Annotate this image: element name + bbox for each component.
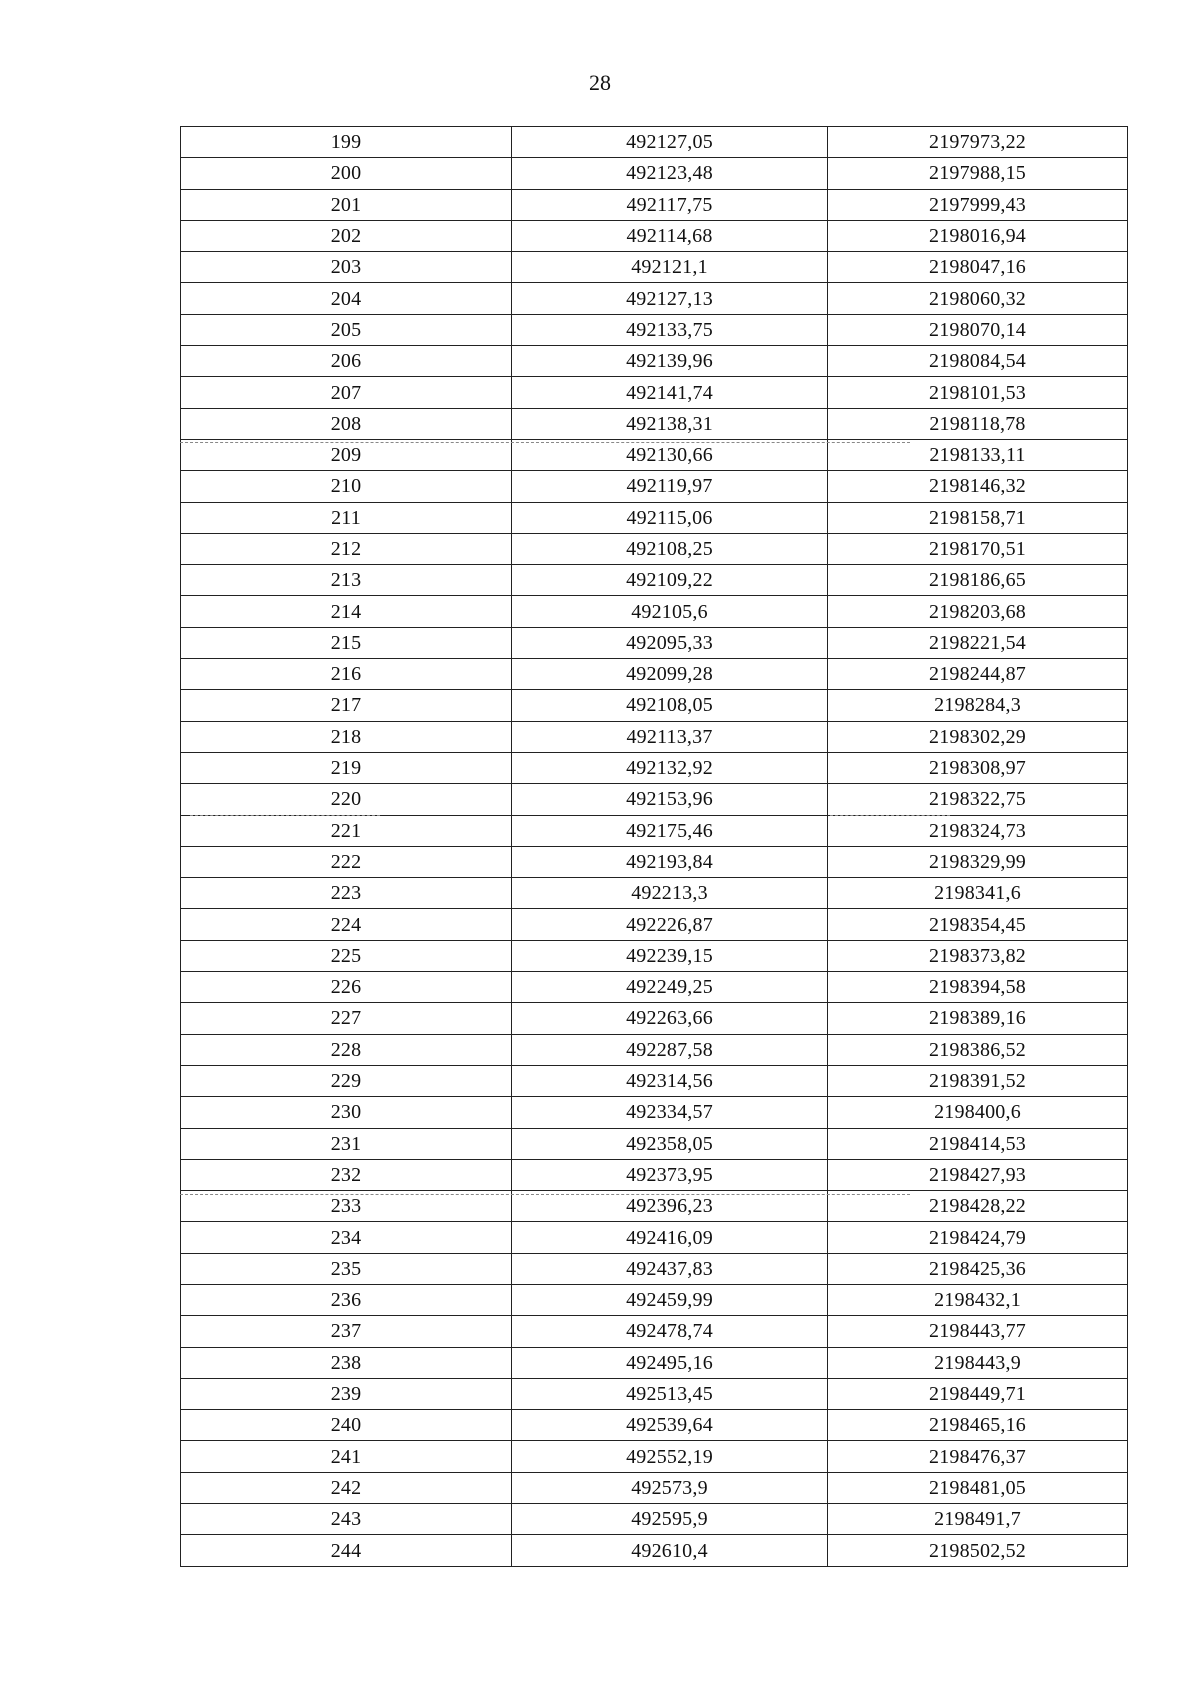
y-coordinate-cell: 2198391,52 (828, 1065, 1128, 1096)
table-row (181, 690, 1128, 721)
x-coordinate-cell: 492373,95 (512, 1159, 828, 1190)
point-number-cell: 235 (181, 1253, 512, 1284)
table-row (181, 1441, 1128, 1472)
table-row (181, 346, 1128, 377)
x-coordinate-cell: 492513,45 (512, 1378, 828, 1409)
x-coordinate-cell: 492121,1 (512, 252, 828, 283)
y-coordinate-cell: 2198428,22 (828, 1191, 1128, 1222)
y-coordinate-cell: 2197999,43 (828, 189, 1128, 220)
x-coordinate-cell: 492127,13 (512, 283, 828, 314)
point-number-cell: 217 (181, 690, 512, 721)
table-row (181, 972, 1128, 1003)
point-number-cell: 209 (181, 439, 512, 470)
point-number-cell: 203 (181, 252, 512, 283)
y-coordinate-cell: 2198481,05 (828, 1472, 1128, 1503)
y-coordinate-cell: 2198386,52 (828, 1034, 1128, 1065)
point-number-cell: 237 (181, 1316, 512, 1347)
y-coordinate-cell: 2198060,32 (828, 283, 1128, 314)
point-number-cell: 201 (181, 189, 512, 220)
y-coordinate-cell: 2198170,51 (828, 533, 1128, 564)
y-coordinate-cell: 2198373,82 (828, 940, 1128, 971)
x-coordinate-cell: 492123,48 (512, 158, 828, 189)
y-coordinate-cell: 2198414,53 (828, 1128, 1128, 1159)
x-coordinate-cell: 492114,68 (512, 220, 828, 251)
point-number-cell: 227 (181, 1003, 512, 1034)
table-row (181, 721, 1128, 752)
y-coordinate-cell: 2198432,1 (828, 1284, 1128, 1315)
x-coordinate-cell: 492287,58 (512, 1034, 828, 1065)
table-row (181, 596, 1128, 627)
x-coordinate-cell: 492133,75 (512, 314, 828, 345)
table-row (181, 1191, 1128, 1222)
point-number-cell: 220 (181, 784, 512, 815)
point-number-cell: 244 (181, 1535, 512, 1566)
x-coordinate-cell: 492138,31 (512, 408, 828, 439)
page-number: 28 (589, 70, 611, 95)
y-coordinate-cell: 2198118,78 (828, 408, 1128, 439)
point-number-cell: 240 (181, 1410, 512, 1441)
point-number-cell: 208 (181, 408, 512, 439)
x-coordinate-cell: 492108,05 (512, 690, 828, 721)
point-number-cell: 222 (181, 846, 512, 877)
y-coordinate-cell: 2198322,75 (828, 784, 1128, 815)
point-number-cell: 207 (181, 377, 512, 408)
table-row (181, 878, 1128, 909)
x-coordinate-cell: 492105,6 (512, 596, 828, 627)
table-row (181, 1316, 1128, 1347)
table-row (181, 127, 1128, 158)
x-coordinate-cell: 492153,96 (512, 784, 828, 815)
table-row (181, 1347, 1128, 1378)
x-coordinate-cell: 492314,56 (512, 1065, 828, 1096)
x-coordinate-cell: 492552,19 (512, 1441, 828, 1472)
table-row (181, 533, 1128, 564)
point-number-cell: 224 (181, 909, 512, 940)
y-coordinate-cell: 2198424,79 (828, 1222, 1128, 1253)
y-coordinate-cell: 2198491,7 (828, 1504, 1128, 1535)
x-coordinate-cell: 492113,37 (512, 721, 828, 752)
x-coordinate-cell: 492358,05 (512, 1128, 828, 1159)
y-coordinate-cell: 2198427,93 (828, 1159, 1128, 1190)
table-row (181, 502, 1128, 533)
y-coordinate-cell: 2198449,71 (828, 1378, 1128, 1409)
table-row (181, 189, 1128, 220)
table-row (181, 1253, 1128, 1284)
point-number-cell: 204 (181, 283, 512, 314)
x-coordinate-cell: 492141,74 (512, 377, 828, 408)
x-coordinate-cell: 492539,64 (512, 1410, 828, 1441)
point-number-cell: 239 (181, 1378, 512, 1409)
point-number-cell: 228 (181, 1034, 512, 1065)
table-row (181, 283, 1128, 314)
x-coordinate-cell: 492437,83 (512, 1253, 828, 1284)
point-number-cell: 218 (181, 721, 512, 752)
y-coordinate-cell: 2198284,3 (828, 690, 1128, 721)
point-number-cell: 234 (181, 1222, 512, 1253)
table-row (181, 408, 1128, 439)
x-coordinate-cell: 492610,4 (512, 1535, 828, 1566)
y-coordinate-cell: 2198302,29 (828, 721, 1128, 752)
table-row (181, 220, 1128, 251)
y-coordinate-cell: 2198308,97 (828, 752, 1128, 783)
x-coordinate-cell: 492115,06 (512, 502, 828, 533)
x-coordinate-cell: 492132,92 (512, 752, 828, 783)
table-row (181, 1504, 1128, 1535)
point-number-cell: 243 (181, 1504, 512, 1535)
point-number-cell: 225 (181, 940, 512, 971)
x-coordinate-cell: 492127,05 (512, 127, 828, 158)
y-coordinate-cell: 2198133,11 (828, 439, 1128, 470)
x-coordinate-cell: 492249,25 (512, 972, 828, 1003)
point-number-cell: 231 (181, 1128, 512, 1159)
y-coordinate-cell: 2198186,65 (828, 565, 1128, 596)
table-row (181, 940, 1128, 971)
table-row (181, 1472, 1128, 1503)
point-number-cell: 221 (181, 815, 512, 846)
point-number-cell: 236 (181, 1284, 512, 1315)
table-row (181, 565, 1128, 596)
y-coordinate-cell: 2198465,16 (828, 1410, 1128, 1441)
y-coordinate-cell: 2198047,16 (828, 252, 1128, 283)
table-row (181, 1128, 1128, 1159)
point-number-cell: 199 (181, 127, 512, 158)
x-coordinate-cell: 492213,3 (512, 878, 828, 909)
y-coordinate-cell: 2198244,87 (828, 659, 1128, 690)
table-row (181, 1222, 1128, 1253)
point-number-cell: 242 (181, 1472, 512, 1503)
point-number-cell: 213 (181, 565, 512, 596)
table-row (181, 784, 1128, 815)
y-coordinate-cell: 2198158,71 (828, 502, 1128, 533)
y-coordinate-cell: 2198394,58 (828, 972, 1128, 1003)
x-coordinate-cell: 492099,28 (512, 659, 828, 690)
point-number-cell: 211 (181, 502, 512, 533)
table-row (181, 659, 1128, 690)
y-coordinate-cell: 2198502,52 (828, 1535, 1128, 1566)
y-coordinate-cell: 2198221,54 (828, 627, 1128, 658)
point-number-cell: 210 (181, 471, 512, 502)
x-coordinate-cell: 492239,15 (512, 940, 828, 971)
x-coordinate-cell: 492478,74 (512, 1316, 828, 1347)
table-row (181, 1097, 1128, 1128)
table-row (181, 1159, 1128, 1190)
x-coordinate-cell: 492416,09 (512, 1222, 828, 1253)
x-coordinate-cell: 492263,66 (512, 1003, 828, 1034)
x-coordinate-cell: 492095,33 (512, 627, 828, 658)
table-row (181, 752, 1128, 783)
x-coordinate-cell: 492595,9 (512, 1504, 828, 1535)
y-coordinate-cell: 2198101,53 (828, 377, 1128, 408)
y-coordinate-cell: 2198084,54 (828, 346, 1128, 377)
table-row (181, 158, 1128, 189)
y-coordinate-cell: 2198324,73 (828, 815, 1128, 846)
y-coordinate-cell: 2198443,9 (828, 1347, 1128, 1378)
x-coordinate-cell: 492459,99 (512, 1284, 828, 1315)
point-number-cell: 215 (181, 627, 512, 658)
point-number-cell: 206 (181, 346, 512, 377)
x-coordinate-cell: 492139,96 (512, 346, 828, 377)
y-coordinate-cell: 2198425,36 (828, 1253, 1128, 1284)
y-coordinate-cell: 2198341,6 (828, 878, 1128, 909)
point-number-cell: 214 (181, 596, 512, 627)
table-row (181, 377, 1128, 408)
table-row (181, 252, 1128, 283)
point-number-cell: 232 (181, 1159, 512, 1190)
point-number-cell: 229 (181, 1065, 512, 1096)
point-number-cell: 205 (181, 314, 512, 345)
coordinates-table-body (181, 127, 1128, 1567)
y-coordinate-cell: 2197988,15 (828, 158, 1128, 189)
table-row (181, 1378, 1128, 1409)
table-row (181, 471, 1128, 502)
point-number-cell: 223 (181, 878, 512, 909)
y-coordinate-cell: 2198146,32 (828, 471, 1128, 502)
x-coordinate-cell: 492108,25 (512, 533, 828, 564)
x-coordinate-cell: 492193,84 (512, 846, 828, 877)
y-coordinate-cell: 2198203,68 (828, 596, 1128, 627)
table-row (181, 846, 1128, 877)
table-row (181, 1535, 1128, 1566)
table-row (181, 1003, 1128, 1034)
table-row (181, 1034, 1128, 1065)
x-coordinate-cell: 492130,66 (512, 439, 828, 470)
table-row (181, 1284, 1128, 1315)
x-coordinate-cell: 492119,97 (512, 471, 828, 502)
y-coordinate-cell: 2198389,16 (828, 1003, 1128, 1034)
y-coordinate-cell: 2198070,14 (828, 314, 1128, 345)
y-coordinate-cell: 2198016,94 (828, 220, 1128, 251)
point-number-cell: 216 (181, 659, 512, 690)
table-row (181, 627, 1128, 658)
table-row (181, 1065, 1128, 1096)
x-coordinate-cell: 492109,22 (512, 565, 828, 596)
table-row (181, 1410, 1128, 1441)
point-number-cell: 219 (181, 752, 512, 783)
x-coordinate-cell: 492117,75 (512, 189, 828, 220)
table-row (181, 815, 1128, 846)
x-coordinate-cell: 492334,57 (512, 1097, 828, 1128)
y-coordinate-cell: 2198476,37 (828, 1441, 1128, 1472)
coordinates-table (180, 126, 1128, 1567)
point-number-cell: 226 (181, 972, 512, 1003)
point-number-cell: 230 (181, 1097, 512, 1128)
x-coordinate-cell: 492495,16 (512, 1347, 828, 1378)
y-coordinate-cell: 2198443,77 (828, 1316, 1128, 1347)
y-coordinate-cell: 2197973,22 (828, 127, 1128, 158)
y-coordinate-cell: 2198329,99 (828, 846, 1128, 877)
point-number-cell: 212 (181, 533, 512, 564)
x-coordinate-cell: 492226,87 (512, 909, 828, 940)
point-number-cell: 241 (181, 1441, 512, 1472)
table-row (181, 439, 1128, 470)
table-row (181, 314, 1128, 345)
point-number-cell: 238 (181, 1347, 512, 1378)
point-number-cell: 233 (181, 1191, 512, 1222)
table-row (181, 909, 1128, 940)
x-coordinate-cell: 492175,46 (512, 815, 828, 846)
y-coordinate-cell: 2198354,45 (828, 909, 1128, 940)
y-coordinate-cell: 2198400,6 (828, 1097, 1128, 1128)
x-coordinate-cell: 492396,23 (512, 1191, 828, 1222)
point-number-cell: 202 (181, 220, 512, 251)
point-number-cell: 200 (181, 158, 512, 189)
x-coordinate-cell: 492573,9 (512, 1472, 828, 1503)
